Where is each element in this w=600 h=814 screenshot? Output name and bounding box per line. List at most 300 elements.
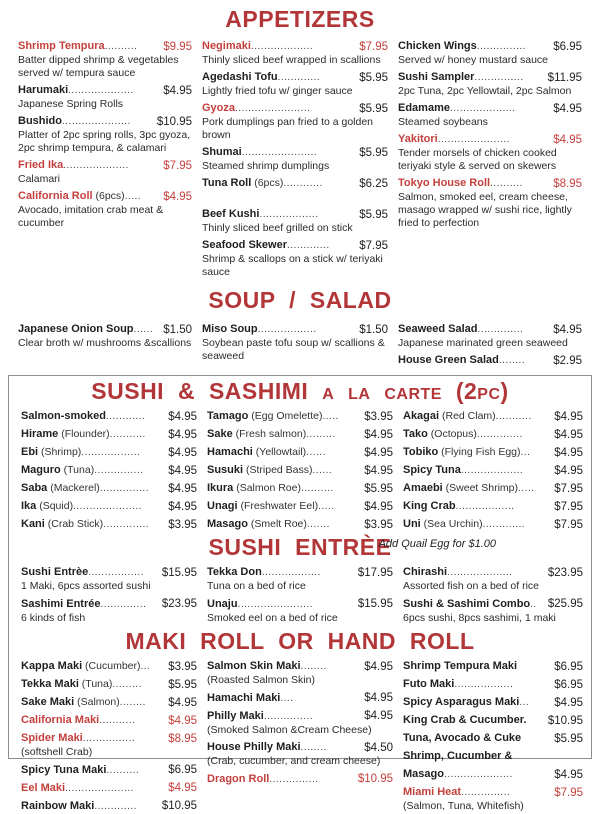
item-price: $10.95 xyxy=(357,773,393,785)
item-qualifier: (Mackerel) xyxy=(47,482,100,494)
item-line xyxy=(403,692,529,710)
item-price: $4.50 xyxy=(364,741,393,754)
dot-leader: ............... xyxy=(94,465,144,476)
menu-item-row xyxy=(21,460,197,478)
dot-leader: ..... xyxy=(318,501,335,512)
item-price: $8.95 xyxy=(553,178,582,190)
section-maki-roll xyxy=(9,629,591,814)
menu-item-row xyxy=(202,235,388,253)
menu-column-3 xyxy=(403,656,583,814)
dot-leader: .......... xyxy=(104,41,138,52)
item-line xyxy=(403,562,513,580)
menu-item xyxy=(21,514,197,532)
item-line xyxy=(21,478,149,496)
item-line xyxy=(403,746,550,782)
menu-item xyxy=(207,406,393,424)
item-line xyxy=(398,36,526,54)
menu-item-row xyxy=(398,129,582,147)
menu-item xyxy=(207,478,393,496)
item-line xyxy=(21,656,150,674)
menu-item-row xyxy=(207,656,393,674)
menu-item xyxy=(403,710,583,728)
menu-item-row xyxy=(18,155,192,173)
item-line xyxy=(207,424,336,442)
item-price: $10.95 xyxy=(547,714,583,727)
item-description: Calamari xyxy=(18,173,61,185)
item-line xyxy=(21,424,146,442)
item-line xyxy=(403,478,534,496)
item-name: Masago xyxy=(207,518,248,530)
item-description: (Smoked Salmon &Cream Cheese) xyxy=(207,723,372,736)
item-price: $5.95 xyxy=(554,732,583,745)
item-price: $3.95 xyxy=(168,518,197,531)
item-qualifier: (Octopus) xyxy=(427,428,477,440)
item-name: Maguro xyxy=(21,464,61,476)
item-description: (Roasted Salmon Skin) xyxy=(207,674,315,686)
menu-column-1 xyxy=(21,406,197,532)
menu-item xyxy=(403,496,583,514)
item-qualifier: (Fresh salmon) xyxy=(232,428,307,440)
item-name: Sashimi Entrée xyxy=(21,597,101,610)
item-name: Amaebi xyxy=(403,482,443,494)
section-appetizers xyxy=(0,7,600,279)
item-name: Yakitori xyxy=(398,133,438,145)
item-name: Spicy Tuna Maki xyxy=(21,763,107,776)
menu-item xyxy=(202,173,388,191)
menu-item-row xyxy=(207,688,393,706)
item-line xyxy=(207,442,326,460)
item-name: Philly Maki xyxy=(207,709,264,722)
menu-item xyxy=(398,36,582,67)
item-line xyxy=(207,496,335,514)
dot-leader: .............. xyxy=(477,324,524,335)
dot-leader: .................... xyxy=(447,567,513,578)
dot-leader: ........... xyxy=(109,429,146,440)
item-price: $5.95 xyxy=(359,147,388,159)
menu-item-row xyxy=(202,319,388,337)
menu-item xyxy=(21,442,197,460)
item-name: Tako xyxy=(403,428,428,440)
menu-item-row xyxy=(21,710,197,728)
item-description: Avocado, imitation crab meat & cucumber xyxy=(18,204,164,229)
item-description: 6pcs sushi, 8pcs sashimi, 1 maki xyxy=(403,611,556,624)
item-line xyxy=(202,67,320,85)
menu-item-row xyxy=(403,478,583,496)
item-name: Chicken Wings xyxy=(398,40,477,52)
item-name: Seaweed Salad xyxy=(398,323,478,335)
item-price: $10.95 xyxy=(161,800,197,812)
maki-roll-title: MAKI ROLL OR HAND ROLL xyxy=(125,628,475,654)
menu-item-row xyxy=(403,710,583,728)
menu-item xyxy=(403,562,583,594)
item-price: $4.95 xyxy=(364,446,393,459)
dot-leader: ..................... xyxy=(73,501,142,512)
item-line xyxy=(21,406,145,424)
item-name: Akagai xyxy=(403,410,440,422)
item-name: Miami Heat xyxy=(403,786,462,798)
dot-leader: ..................... xyxy=(443,769,513,780)
item-name: Spider Maki xyxy=(21,732,83,744)
dot-leader: .................. xyxy=(259,209,319,220)
section-sushi-sashimi xyxy=(9,379,591,532)
dot-leader: ................. xyxy=(88,567,144,578)
menu-column-1 xyxy=(18,319,192,368)
menu-item xyxy=(21,760,197,778)
item-description: Smoked eel on a bed of rice xyxy=(207,611,338,624)
item-name: Susuki xyxy=(207,464,244,476)
menu-item xyxy=(207,460,393,478)
item-name: California Roll xyxy=(18,190,93,202)
item-price: $3.95 xyxy=(168,660,197,673)
section-soup-salad xyxy=(0,288,600,368)
item-price: $5.95 xyxy=(168,678,197,691)
dot-leader: ................... xyxy=(460,465,524,476)
item-name: Hirame xyxy=(21,428,59,440)
item-price: $5.95 xyxy=(364,482,393,495)
item-name: King Crab & Cucumber. xyxy=(403,714,527,726)
menu-item xyxy=(18,111,192,155)
menu-item xyxy=(202,98,388,142)
item-line xyxy=(202,319,317,337)
menu-item-row xyxy=(398,350,582,368)
item-price: $7.95 xyxy=(359,41,388,53)
item-qualifier: (Flounder) xyxy=(58,428,110,440)
menu-item-row xyxy=(21,496,197,514)
item-name: Eel Maki xyxy=(21,781,66,794)
item-name: Agedashi Tofu xyxy=(202,71,278,83)
item-line xyxy=(398,98,516,116)
dot-leader: ...... xyxy=(133,324,154,335)
item-name: Tuna Roll xyxy=(202,177,252,189)
dot-leader: ........... xyxy=(495,411,532,422)
item-price: $8.95 xyxy=(168,732,197,745)
menu-item xyxy=(207,594,393,626)
menu-item xyxy=(21,594,197,626)
item-line xyxy=(403,594,537,612)
item-name: Unaju xyxy=(207,597,238,610)
dot-leader: ................ xyxy=(82,733,136,744)
quail-egg-note: Add Quail Egg for $1.00 xyxy=(378,538,496,550)
menu-item xyxy=(202,142,388,173)
menu-item-row xyxy=(202,204,388,222)
menu-item-row xyxy=(21,778,197,796)
item-qualifier: (Striped Bass) xyxy=(243,464,313,476)
menu-item xyxy=(21,796,197,814)
item-description: (softshell Crab) xyxy=(21,746,93,758)
dot-leader: ........ xyxy=(498,355,526,366)
item-line xyxy=(403,656,517,674)
dot-leader: ............. xyxy=(286,240,330,251)
item-name: Gyoza xyxy=(202,102,236,114)
menu-item xyxy=(202,319,388,363)
menu-item-row xyxy=(21,674,197,692)
item-price: $4.95 xyxy=(168,464,197,477)
menu-column-1 xyxy=(21,562,197,625)
item-price: $25.95 xyxy=(547,598,583,610)
item-price: $10.95 xyxy=(156,116,192,128)
item-line xyxy=(207,514,330,532)
item-name: Salmon Skin Maki xyxy=(207,660,301,672)
item-price: $4.95 xyxy=(163,191,192,203)
item-qualifier: (Salmon Roe) xyxy=(233,482,301,494)
item-line xyxy=(403,496,515,514)
item-qualifier: (Tuna) xyxy=(78,678,113,690)
dot-leader: ..................... xyxy=(65,782,134,794)
item-name: Sake xyxy=(207,428,233,440)
menu-item xyxy=(403,674,583,692)
menu-item-row xyxy=(207,406,393,424)
dot-leader: ..... xyxy=(518,483,535,494)
item-price: $4.95 xyxy=(168,428,197,441)
item-price: $4.95 xyxy=(364,500,393,513)
dot-leader: ............. xyxy=(277,72,321,83)
item-price: $15.95 xyxy=(357,598,393,610)
appetizers-columns xyxy=(0,32,600,279)
menu-item xyxy=(403,460,583,478)
dot-leader: ............... xyxy=(263,710,314,722)
item-name: Kappa Maki xyxy=(21,660,83,672)
item-price: $4.95 xyxy=(554,446,583,459)
item-line xyxy=(21,760,139,778)
item-qualifier: (6pcs) xyxy=(92,190,125,202)
dot-leader: ..... xyxy=(322,411,339,422)
item-price: $4.95 xyxy=(168,410,197,423)
item-qualifier: (Freshwater Eel) xyxy=(237,500,319,512)
item-description: Steamed shrimp dumplings xyxy=(202,160,330,172)
item-name: Tobiko xyxy=(403,446,439,458)
menu-item-row xyxy=(207,514,393,532)
menu-item xyxy=(403,442,583,460)
item-line xyxy=(21,728,135,746)
dot-leader: ............... xyxy=(269,773,319,785)
item-price: $4.95 xyxy=(554,768,583,781)
item-qualifier: (Shrimp) xyxy=(38,446,82,458)
dot-leader: .......... xyxy=(490,178,523,189)
menu-item xyxy=(207,562,393,594)
dot-leader: .......... xyxy=(301,483,334,494)
item-price: $4.95 xyxy=(553,103,582,115)
dot-leader: ...................... xyxy=(437,134,510,145)
menu-item xyxy=(398,350,582,368)
item-name: Ikura xyxy=(207,482,234,494)
item-line xyxy=(403,442,530,460)
menu-item-row xyxy=(403,496,583,514)
menu-item-row xyxy=(18,36,192,54)
item-line xyxy=(207,688,294,706)
dot-leader: ............ xyxy=(105,411,146,422)
item-line xyxy=(18,319,153,337)
menu-item-row xyxy=(398,98,582,116)
dot-leader: .................. xyxy=(81,447,141,458)
menu-item xyxy=(18,319,192,350)
menu-column-2 xyxy=(207,656,393,814)
menu-item-row xyxy=(403,728,583,746)
item-line xyxy=(207,478,334,496)
item-description: (Salmon, Tuna, Whitefish) xyxy=(403,800,524,812)
menu-item-row xyxy=(207,442,393,460)
dot-leader: ............... xyxy=(99,483,149,494)
dot-leader: ........ xyxy=(300,742,327,753)
item-name: Harumaki xyxy=(18,84,69,96)
item-name: Shumai xyxy=(202,146,242,158)
menu-item-row xyxy=(207,594,393,612)
item-price: $6.95 xyxy=(554,678,583,691)
dot-leader: .... xyxy=(280,692,294,704)
menu-item xyxy=(398,319,582,350)
item-line xyxy=(398,67,524,85)
dot-leader: .............. xyxy=(103,519,150,530)
menu-item-row xyxy=(403,692,583,710)
dot-leader: ... xyxy=(519,697,530,708)
item-qualifier: (Sea Urchin) xyxy=(420,518,483,530)
menu-item xyxy=(403,478,583,496)
item-line xyxy=(207,406,339,424)
menu-item-row xyxy=(207,424,393,442)
item-price: $2.95 xyxy=(553,355,582,367)
dot-leader: .................... xyxy=(68,85,134,96)
item-line xyxy=(207,594,313,612)
item-description: 1 Maki, 6pcs assorted sushi xyxy=(21,580,151,592)
menu-item-row xyxy=(403,782,583,800)
item-line xyxy=(202,204,318,222)
menu-item xyxy=(207,514,393,532)
dot-leader: .............. xyxy=(476,429,523,440)
item-name: Salmon-smoked xyxy=(21,410,106,422)
item-name: Sushi & Sashimi Combo xyxy=(403,597,531,610)
item-line xyxy=(21,460,143,478)
menu-item-row xyxy=(21,656,197,674)
item-name: King Crab xyxy=(403,500,456,512)
item-price: $4.95 xyxy=(168,696,197,709)
menu-item-row xyxy=(21,760,197,778)
dot-leader: ................... xyxy=(250,41,314,52)
menu-item-row xyxy=(403,460,583,478)
item-description: Lightly fried tofu w/ ginger sauce xyxy=(202,85,353,97)
menu-item xyxy=(403,692,583,710)
dot-leader: ............. xyxy=(482,519,526,530)
menu-item xyxy=(18,36,192,80)
item-line xyxy=(403,514,525,532)
dot-leader: .. xyxy=(530,598,537,610)
item-name: Hamachi Maki xyxy=(207,691,281,704)
dot-leader: ............. xyxy=(94,800,137,812)
dot-leader: .................. xyxy=(454,679,514,690)
item-price: $4.95 xyxy=(168,482,197,495)
item-name: Fried Ika xyxy=(18,159,64,171)
item-price: $5.95 xyxy=(359,103,388,115)
item-price: $6.95 xyxy=(553,41,582,53)
item-line xyxy=(398,173,523,191)
item-name: House Philly Maki xyxy=(207,741,301,753)
menu-item xyxy=(207,496,393,514)
menu-item xyxy=(18,80,192,111)
item-line xyxy=(403,782,510,800)
item-line xyxy=(207,562,321,580)
menu-item xyxy=(207,656,393,688)
menu-item xyxy=(202,235,388,279)
item-qualifier: (Sweet Shrimp) xyxy=(442,482,519,494)
item-line xyxy=(21,778,134,796)
item-price: $5.95 xyxy=(359,209,388,221)
dot-leader: .................... xyxy=(449,103,516,114)
item-name: Sushi Sampler xyxy=(398,71,475,83)
item-line xyxy=(21,496,142,514)
dot-leader: ....................... xyxy=(235,103,311,114)
item-price: $7.95 xyxy=(554,482,583,495)
dot-leader: ......... xyxy=(112,679,142,690)
menu-item xyxy=(18,155,192,186)
dot-leader: ... xyxy=(140,661,151,672)
item-line xyxy=(398,319,523,337)
item-price: $3.95 xyxy=(364,410,393,423)
item-price: $7.95 xyxy=(554,500,583,513)
item-price: $7.95 xyxy=(554,518,583,531)
menu-item xyxy=(21,674,197,692)
menu-item-row xyxy=(398,173,582,191)
menu-item-row xyxy=(21,514,197,532)
item-line xyxy=(202,173,323,191)
menu-item-row xyxy=(202,67,388,85)
dot-leader: ............... xyxy=(476,41,526,52)
menu-column-3 xyxy=(403,406,583,532)
item-price: $9.95 xyxy=(163,41,192,53)
item-description: Japanese Spring Rolls xyxy=(18,98,124,110)
menu-item-row xyxy=(18,319,192,337)
item-name: Spicy Asparagus Maki xyxy=(403,696,520,708)
dot-leader: ... xyxy=(520,447,531,458)
item-name: Miso Soup xyxy=(202,323,258,335)
sushi-sections-box xyxy=(8,375,592,812)
menu-item-row xyxy=(398,67,582,85)
item-price: $1.50 xyxy=(359,324,388,336)
item-price: $17.95 xyxy=(357,566,393,579)
item-description: 2pc Tuna, 2pc Yellowtail, 2pc Salmon xyxy=(398,85,572,97)
item-line xyxy=(21,514,149,532)
item-name: Tekka Maki xyxy=(21,678,79,690)
menu-item xyxy=(202,204,388,235)
item-name: Futo Maki xyxy=(403,678,455,690)
menu-item xyxy=(202,36,388,67)
item-price: $4.95 xyxy=(554,464,583,477)
item-name: Hamachi xyxy=(207,446,253,458)
item-description: Clear broth w/ mushrooms &scallions xyxy=(18,337,192,349)
dot-leader: ............... xyxy=(474,72,524,83)
dot-leader: .................. xyxy=(261,567,321,578)
menu-item xyxy=(403,782,583,814)
menu-item-row xyxy=(21,478,197,496)
menu-item xyxy=(21,406,197,424)
menu-item xyxy=(21,728,197,760)
item-qualifier: (Yellowtail) xyxy=(252,446,307,458)
dot-leader: ........... xyxy=(99,715,136,726)
dot-leader: ............ xyxy=(283,178,323,189)
menu-item xyxy=(21,656,197,674)
item-name: Chirashi xyxy=(403,566,448,578)
item-line xyxy=(202,235,330,253)
menu-item-row xyxy=(21,562,197,580)
item-line xyxy=(21,796,137,814)
item-description: (Crab, cucumber, and cream cheese) xyxy=(207,755,381,767)
dot-leader: .................... xyxy=(63,160,129,171)
item-description: Soybean paste tofu soup w/ scallions & seaweed xyxy=(202,337,385,362)
menu-item xyxy=(403,746,583,782)
menu-item-row xyxy=(202,173,388,191)
item-line xyxy=(202,98,310,116)
menu-item-row xyxy=(202,98,388,116)
item-price: $4.95 xyxy=(554,696,583,709)
item-description: Platter of 2pc spring rolls, 3pc gyoza, 2pc shrimp tempura, & calamari xyxy=(18,129,191,154)
menu-item xyxy=(21,778,197,796)
